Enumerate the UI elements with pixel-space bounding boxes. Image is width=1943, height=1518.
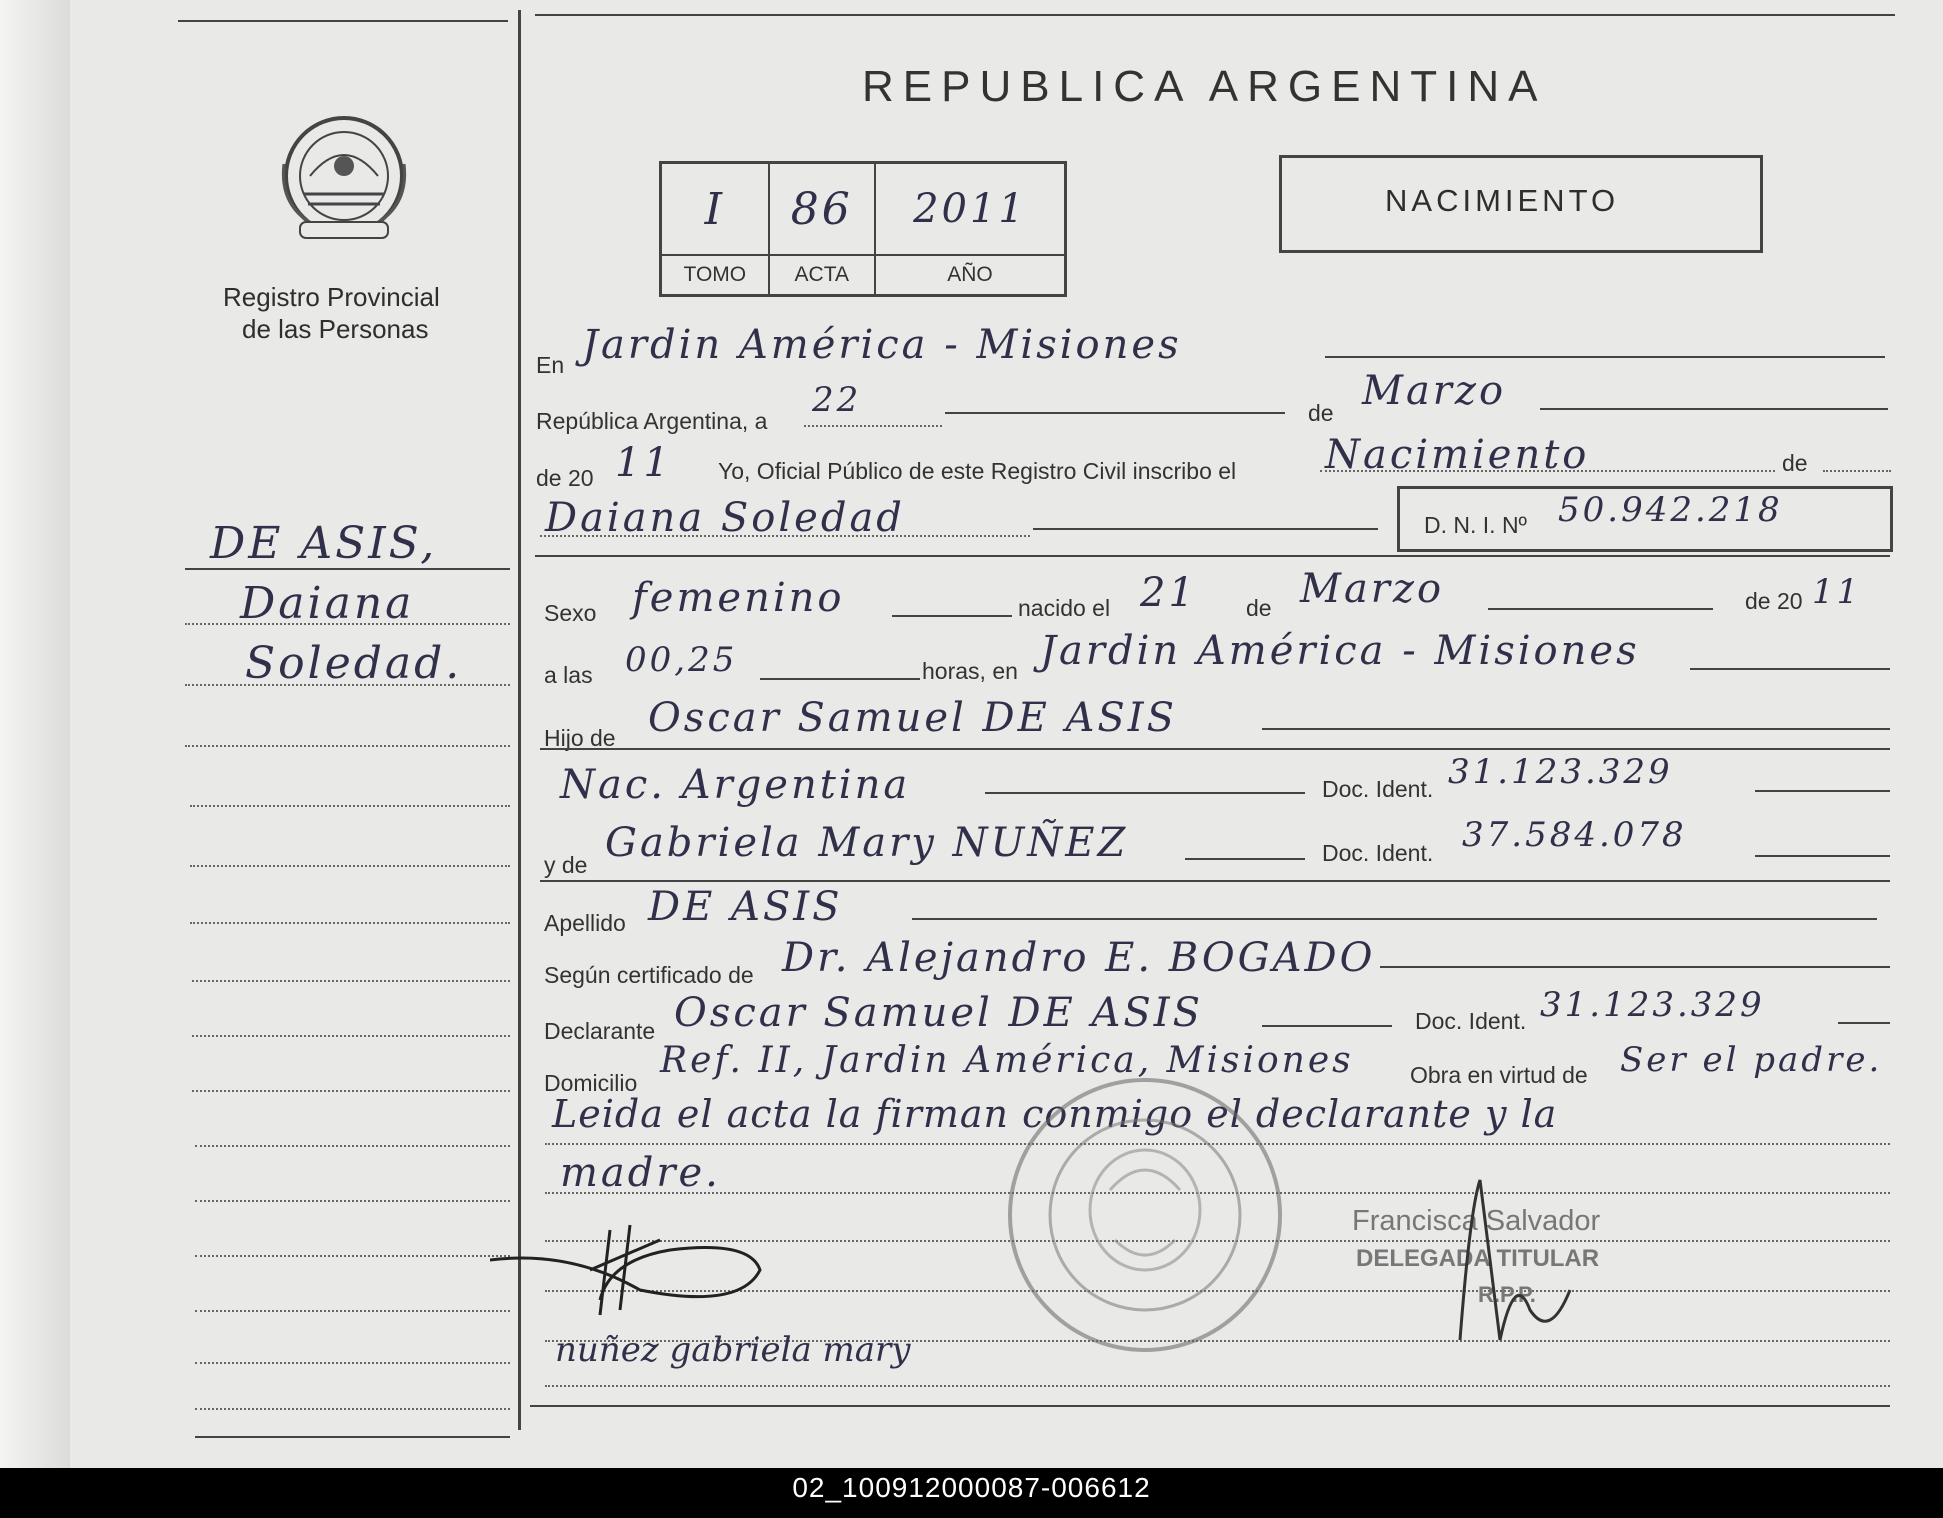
image-identifier: 02_100912000087-006612 — [792, 1472, 1151, 1503]
record-number-table — [659, 161, 1067, 297]
margin-dotline — [190, 805, 510, 807]
page-edge-shadow — [0, 0, 70, 1468]
line-day — [804, 425, 942, 427]
declarante-value: Oscar Samuel DE ASIS — [674, 990, 1204, 1036]
declarante-doc-value: 31.123.329 — [1540, 985, 1765, 1025]
domicilio-value: Ref. II, Jardin América, Misiones — [660, 1040, 1354, 1081]
margin-middlename: Soledad. — [245, 638, 463, 689]
line-declarante — [1262, 1025, 1392, 1027]
margin-dotline — [192, 1090, 510, 1092]
birth-place-value: Jardin América - Misiones — [1040, 628, 1640, 674]
domicilio-label: Domicilio — [544, 1070, 638, 1096]
line-declarante-doc — [1838, 1022, 1890, 1024]
sexo-value: femenino — [632, 575, 845, 621]
top-rule-right — [535, 14, 1895, 16]
top-rule-left — [178, 20, 508, 22]
acta-label: ACTA — [769, 255, 875, 296]
anio-value: 2011 — [875, 163, 1066, 256]
line-mother-doc — [1755, 855, 1890, 857]
official-round-stamp-icon — [1000, 1070, 1290, 1360]
en-place-value: Jardin América - Misiones — [582, 322, 1182, 368]
father-nationality-value: Nac. Argentina — [560, 762, 911, 808]
en-label: En — [536, 352, 565, 378]
tomo-label: TOMO — [661, 255, 769, 296]
line-birth-month — [1488, 608, 1713, 610]
line-birth-place — [1690, 668, 1890, 670]
margin-dotline — [195, 1145, 510, 1147]
line-en — [1325, 356, 1885, 358]
de3-label: de — [1246, 595, 1272, 621]
anio-label: AÑO — [875, 255, 1066, 296]
margin-dotline — [185, 684, 510, 686]
margin-dotline — [192, 1035, 510, 1037]
margin-dotline — [185, 623, 510, 625]
line-father-doc — [1755, 790, 1890, 792]
line-father-2 — [540, 748, 1890, 750]
year-value: 11 — [615, 440, 672, 486]
margin-dotline — [185, 745, 510, 747]
registry-title-line2: de las Personas — [242, 314, 429, 344]
line-father — [1262, 728, 1890, 730]
father-doc-value: 31.123.329 — [1448, 752, 1673, 792]
alas-label: a las — [544, 662, 593, 688]
line-section-1 — [535, 555, 1890, 557]
line-mother — [1185, 858, 1305, 860]
margin-dotline — [195, 1200, 510, 1202]
margin-dotline — [195, 1310, 510, 1312]
apellido-value: DE ASIS — [648, 884, 843, 930]
acta-value: 86 — [769, 163, 875, 256]
margin-surname: DE ASIS, — [210, 518, 438, 569]
line-month — [1540, 408, 1888, 410]
official-extra: R.P.P. — [1478, 1282, 1536, 1307]
margin-rule-1 — [185, 568, 510, 570]
bottom-rule — [530, 1405, 1890, 1407]
blank-line — [545, 1385, 1890, 1387]
obra-value: Ser el padre. — [1620, 1040, 1883, 1080]
de2-label: de — [1782, 450, 1808, 476]
sexo-label: Sexo — [544, 600, 597, 626]
line-sexo — [892, 615, 1012, 617]
mother-doc-label: Doc. Ident. — [1322, 840, 1434, 866]
birth-day-value: 21 — [1140, 570, 1197, 616]
hora-value: 00,25 — [625, 640, 738, 680]
dni-value: 50.942.218 — [1558, 490, 1783, 530]
de20b-label: de 20 — [1745, 588, 1803, 614]
father-doc-label: Doc. Ident. — [1322, 776, 1434, 802]
line-name-2 — [1033, 528, 1378, 530]
birth-month-value: Marzo — [1300, 566, 1445, 612]
horas-label: horas, en — [922, 658, 1018, 684]
margin-dotline — [195, 1255, 510, 1257]
official-signature-icon — [1440, 1170, 1580, 1350]
column-divider — [518, 10, 521, 1430]
document-title: REPUBLICA ARGENTINA — [862, 62, 1547, 111]
father-name-value: Oscar Samuel DE ASIS — [648, 695, 1178, 741]
yde-label: y de — [544, 852, 588, 878]
misiones-province-seal-icon — [270, 104, 418, 252]
mother-signature-text: nuñez gabriela mary — [555, 1330, 911, 1370]
segun-label: Según certificado de — [544, 962, 754, 988]
republica-label: República Argentina, a — [536, 408, 768, 434]
official-title: DELEGADA TITULAR — [1356, 1245, 1600, 1272]
registry-title-line1: Registro Provincial — [223, 282, 440, 312]
day-value: 22 — [812, 380, 862, 420]
line-inscribo — [1320, 470, 1775, 472]
mother-name-value: Gabriela Mary NUÑEZ — [605, 820, 1129, 866]
line-de2 — [1823, 470, 1891, 472]
line-day-2 — [945, 412, 1285, 414]
month-value: Marzo — [1362, 368, 1507, 414]
child-name-value: Daiana Soledad — [545, 495, 905, 541]
margin-dotline — [195, 1362, 510, 1364]
de20-label: de 20 — [536, 465, 594, 491]
obra-label: Obra en virtud de — [1410, 1062, 1588, 1088]
leida-line-1: Leida el acta la firman conmigo el declarante y la — [552, 1092, 1558, 1136]
line-segun — [1380, 966, 1890, 968]
act-type-label: NACIMIENTO — [1385, 183, 1620, 218]
line-nac — [985, 792, 1305, 794]
margin-bottom-rule — [195, 1436, 510, 1438]
hijo-label: Hijo de — [544, 725, 616, 751]
tomo-value: I — [661, 163, 769, 256]
de-label: de — [1308, 400, 1334, 426]
declarante-label: Declarante — [544, 1018, 656, 1044]
line-hora — [760, 678, 920, 680]
declarant-signature-icon — [490, 1220, 790, 1340]
segun-value: Dr. Alejandro E. BOGADO — [782, 935, 1376, 981]
line-apellido — [912, 918, 1877, 920]
mother-doc-value: 37.584.078 — [1462, 815, 1687, 855]
apellido-label: Apellido — [544, 910, 626, 936]
nacido-label: nacido el — [1018, 595, 1111, 621]
leida-line-2: madre. — [560, 1150, 721, 1196]
declarante-doc-label: Doc. Ident. — [1415, 1008, 1527, 1034]
oficial-label: Yo, Oficial Público de este Registro Civil inscribo el — [718, 458, 1237, 484]
margin-dotline — [192, 980, 510, 982]
dni-label: D. N. I. Nº — [1424, 512, 1527, 538]
margin-dotline — [195, 1408, 510, 1410]
line-name — [540, 535, 1030, 537]
official-name: Francisca Salvador — [1352, 1205, 1601, 1237]
margin-firstname: Daiana — [240, 578, 415, 629]
margin-dotline — [190, 865, 510, 867]
line-section-2 — [540, 880, 1890, 882]
inscribo-value: Nacimiento — [1325, 432, 1590, 478]
margin-dotline — [190, 922, 510, 924]
birth-year-value: 11 — [1812, 572, 1862, 612]
